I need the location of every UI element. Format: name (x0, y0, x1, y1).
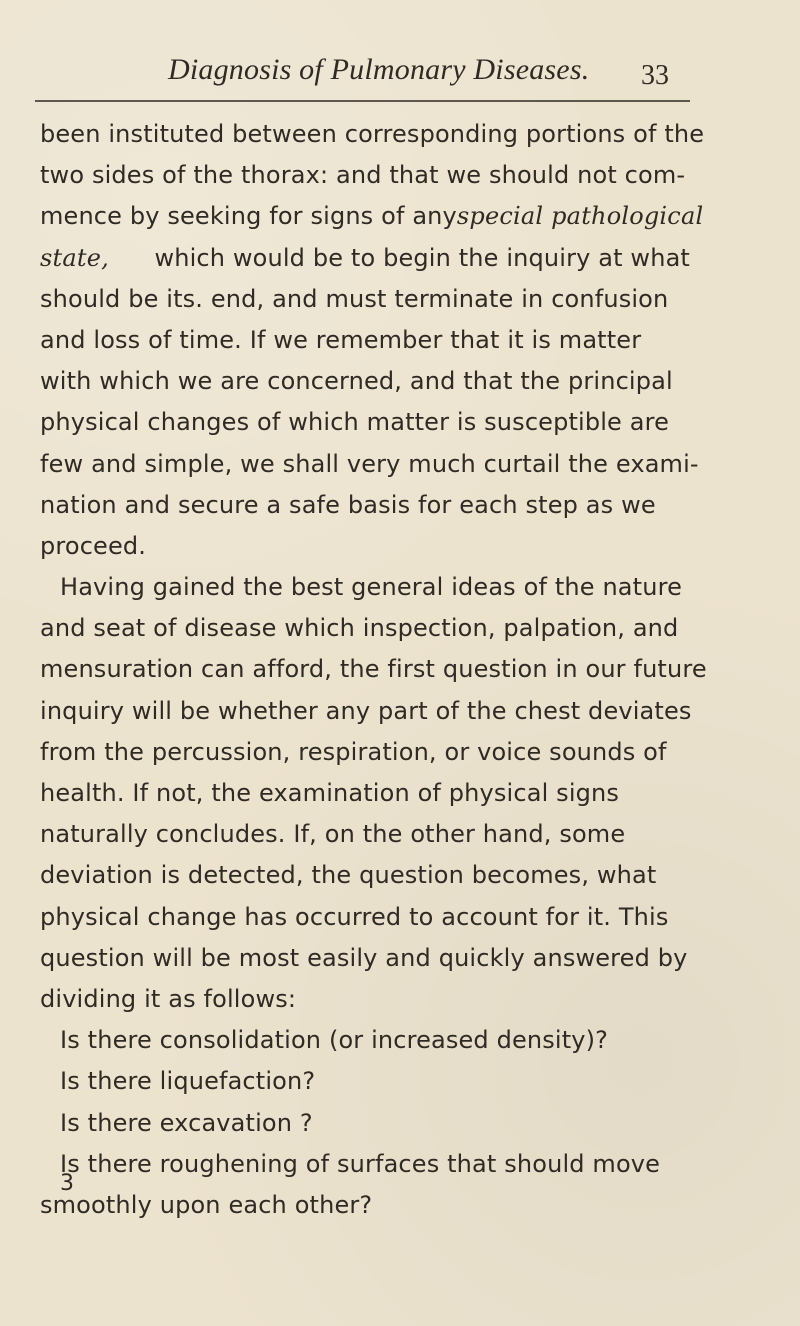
text-line: Is there liquefaction? (60, 1067, 316, 1096)
line-text: mence by seeking for signs of any (40, 202, 457, 231)
text-line (40, 238, 690, 279)
text-line: smoothly upon each other? (40, 1190, 373, 1219)
text-line: and loss of time. If we remember that it is matter (40, 325, 642, 354)
text-line: with which we are concerned, and that the principal (40, 367, 673, 396)
italic-word: state, (40, 243, 109, 272)
text-line: Is there roughening of surfaces that should move (60, 1149, 661, 1178)
text-line: Is there consolidation (or increased density)? (60, 1026, 609, 1055)
text-line: Having gained the best general ideas of the nature (60, 573, 682, 602)
page-number: 33 (641, 60, 669, 91)
body-text (40, 114, 707, 1226)
text-line: inquiry will be whether any part of the chest deviates (40, 696, 692, 725)
text-line: from the percussion, respiration, or voice sounds of (40, 737, 667, 766)
text-line: deviation is detected, the question becomes, what (40, 861, 657, 890)
text-line: physical changes of which matter is susceptible are (40, 408, 670, 437)
text-line: mensuration can afford, the first question in our future (40, 655, 707, 684)
text-line: been instituted between corresponding portions of the (40, 120, 705, 148)
signature-mark: 3 (60, 1171, 74, 1196)
text-line: two sides of the thorax: and that we should not com- (40, 161, 686, 190)
text-line: and seat of disease which inspection, palpation, and (40, 614, 679, 643)
italic-phrase: special pathological (456, 202, 704, 231)
text-line: naturally concludes. If, on the other hand, some (40, 820, 626, 849)
text-line: nation and secure a safe basis for each step as we (40, 490, 656, 519)
text-line: few and simple, we shall very much curtail the exami- (40, 449, 699, 478)
text-line: dividing it as follows: (40, 984, 297, 1013)
text-line: health. If not, the examination of physical signs (40, 779, 620, 807)
running-head: Diagnosis of Pulmonary Diseases. (168, 53, 590, 86)
header-rule (35, 100, 690, 102)
text-line: question will be most easily and quickly answered by (40, 943, 688, 972)
text-line: physical change has occurred to account for it. This (40, 902, 669, 931)
text-line (40, 196, 704, 237)
text-line: Is there excavation ? (60, 1108, 313, 1137)
line-text: which would be to begin the inquiry at what (154, 243, 690, 272)
text-line: should be its. end, and must terminate in confusion (40, 284, 669, 313)
text-line: proceed. (40, 531, 147, 560)
